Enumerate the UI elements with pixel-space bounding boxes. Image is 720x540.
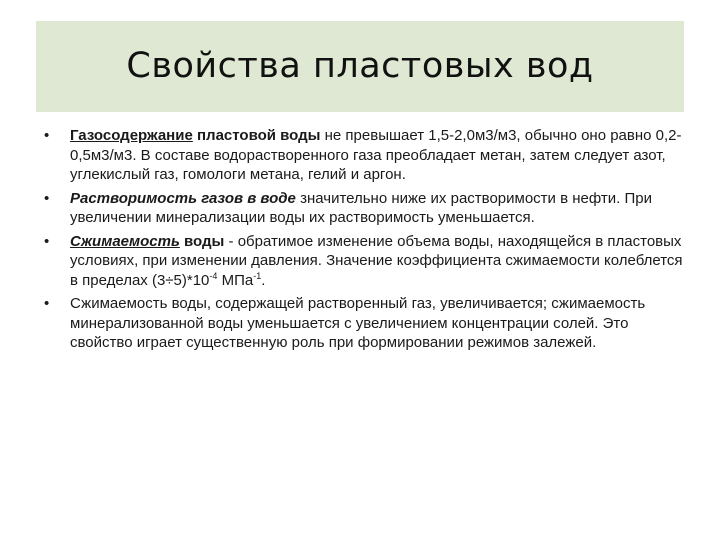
bullet-icon: • [44, 232, 50, 250]
list-item [44, 126, 694, 185]
unit-text: МПа [217, 271, 254, 289]
list-item [44, 189, 694, 228]
term-gas-content: Газосодержание [70, 127, 193, 144]
item-text: - обратимое изменение объема воды, находящейся в пластовых условиях, при изменении давления. Значение коэффициента сжимаемости колеблется в пределах (3÷5)*10 [70, 232, 683, 289]
item-text-end: . [261, 271, 266, 289]
slide-title: Свойства пластовых вод [126, 46, 594, 86]
item-text: значительно ниже их растворимости в нефти. При увеличении минерализации воды их растворимость уменьшается. [70, 189, 652, 226]
bullet-icon: • [44, 295, 50, 312]
term-gas-content-rest: пластовой воды [192, 127, 321, 144]
title-band [36, 21, 684, 112]
item-text: не превышает 1,5-2,0м3/м3, обычно оно равно 0,2-0,5м3/м3. В составе водорастворенного газа преобладает метан, затем следует азот, углекислый газ, гомологи метана, гелий и аргон. [70, 127, 682, 183]
term-compressibility-rest: воды [179, 232, 225, 250]
list-item [44, 232, 694, 291]
term-gas-solubility: Растворимость газов в воде [70, 189, 296, 207]
bullet-icon: • [44, 127, 50, 144]
bullet-icon: • [44, 189, 50, 207]
item-text: Сжимаемость воды, содержащей растворенный газ, увеличивается; сжимаемость минерализованной воды уменьшается с увеличением концентрации солей. Это свойство играет существенную роль при формировании режимов залежей. [70, 295, 646, 351]
unit-exponent: -1 [253, 270, 262, 281]
exponent: -4 [209, 270, 218, 281]
term-compressibility: Сжимаемость [70, 232, 180, 250]
list-item [44, 294, 694, 353]
bullet-list [44, 126, 694, 357]
